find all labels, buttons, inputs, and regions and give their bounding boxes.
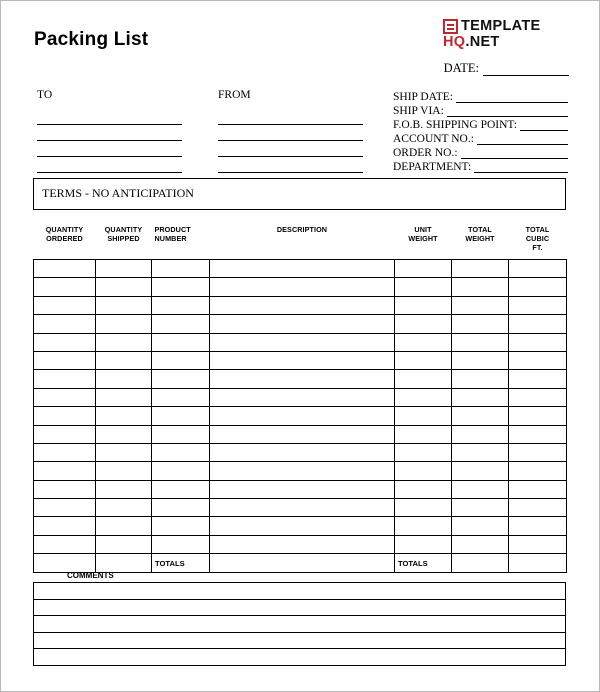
table-cell[interactable] xyxy=(152,499,210,517)
table-cell[interactable] xyxy=(34,443,96,461)
ship-via-row[interactable] xyxy=(393,103,568,117)
table-cell[interactable] xyxy=(452,443,509,461)
table-row xyxy=(34,499,567,517)
order-no-label: ORDER NO.: xyxy=(393,147,458,159)
table-cell[interactable] xyxy=(34,260,96,278)
department-row[interactable] xyxy=(393,159,568,173)
table-cell[interactable] xyxy=(152,480,210,498)
table-cell[interactable] xyxy=(452,333,509,351)
ship-via-input-rule[interactable] xyxy=(447,106,568,117)
table-cell[interactable] xyxy=(152,278,210,296)
comments-row xyxy=(34,649,566,666)
to-column xyxy=(37,89,182,176)
table-cell[interactable] xyxy=(395,443,452,461)
table-cell[interactable] xyxy=(96,351,152,369)
table-cell[interactable] xyxy=(210,535,395,553)
table-cell[interactable] xyxy=(96,443,152,461)
table-cell[interactable] xyxy=(509,425,567,443)
header-line: QUANTITY xyxy=(104,225,143,234)
header-line: UNIT xyxy=(414,225,432,234)
table-cell[interactable] xyxy=(452,462,509,480)
column-header-unit-weight xyxy=(395,225,452,260)
table-row xyxy=(34,535,567,553)
table-cell[interactable] xyxy=(152,296,210,314)
table-row xyxy=(34,425,567,443)
table-cell[interactable] xyxy=(509,499,567,517)
totals-cell-total-weight[interactable] xyxy=(452,554,509,573)
table-cell[interactable] xyxy=(452,517,509,535)
header-line: WEIGHT xyxy=(408,234,438,243)
table-row xyxy=(34,480,567,498)
order-no-row[interactable] xyxy=(393,145,568,159)
terms-text: TERMS - NO ANTICIPATION xyxy=(42,186,194,200)
table-cell[interactable] xyxy=(452,480,509,498)
table-row xyxy=(34,517,567,535)
table-cell[interactable] xyxy=(395,333,452,351)
table-cell[interactable] xyxy=(395,296,452,314)
table-cell[interactable] xyxy=(34,296,96,314)
table-cell[interactable] xyxy=(96,480,152,498)
table-cell[interactable] xyxy=(452,388,509,406)
from-line-3[interactable] xyxy=(218,144,363,157)
header-line: QUANTITY xyxy=(45,225,84,234)
comments-body xyxy=(34,583,566,666)
table-cell[interactable] xyxy=(96,425,152,443)
table-cell[interactable] xyxy=(210,517,395,535)
logo-text-hq: HQ xyxy=(443,34,466,50)
table-cell[interactable] xyxy=(96,499,152,517)
line-items-table xyxy=(33,225,566,573)
table-cell[interactable] xyxy=(210,296,395,314)
templatehq-logo xyxy=(443,19,569,55)
table-row xyxy=(34,388,567,406)
table-cell[interactable] xyxy=(452,278,509,296)
ship-date-row[interactable] xyxy=(393,89,568,103)
comments-row xyxy=(34,616,566,633)
column-header-total-weight xyxy=(452,225,509,260)
table-cell[interactable] xyxy=(395,462,452,480)
column-header-product-number xyxy=(152,225,210,260)
table-cell[interactable] xyxy=(210,388,395,406)
table-cell[interactable] xyxy=(96,535,152,553)
table-cell[interactable] xyxy=(152,425,210,443)
address-block xyxy=(1,89,600,171)
table-cell[interactable] xyxy=(34,407,96,425)
ship-info-column xyxy=(393,89,568,173)
table-cell[interactable] xyxy=(509,351,567,369)
fob-shipping-point-input-rule[interactable] xyxy=(520,120,568,131)
header-line: CUBIC xyxy=(525,234,550,243)
table-cell[interactable] xyxy=(96,315,152,333)
to-line-3[interactable] xyxy=(37,144,182,157)
table-cell[interactable] xyxy=(509,443,567,461)
table-cell[interactable] xyxy=(34,388,96,406)
table-cell[interactable] xyxy=(210,333,395,351)
document-lines-icon xyxy=(443,19,458,34)
table-cell[interactable] xyxy=(210,480,395,498)
from-column xyxy=(218,89,363,176)
date-label: DATE: xyxy=(443,61,479,75)
header-line: TOTAL xyxy=(468,225,492,234)
header-line: PRODUCT xyxy=(154,225,191,234)
department-label: DEPARTMENT: xyxy=(393,161,472,173)
table-cell[interactable] xyxy=(210,425,395,443)
comments-row xyxy=(34,583,566,600)
to-line-1[interactable] xyxy=(37,112,182,125)
table-cell[interactable] xyxy=(152,407,210,425)
table-cell[interactable] xyxy=(509,388,567,406)
table-cell[interactable] xyxy=(34,333,96,351)
table-row xyxy=(34,333,567,351)
table-cell[interactable] xyxy=(210,351,395,369)
table-cell[interactable] xyxy=(210,278,395,296)
table-cell[interactable] xyxy=(395,315,452,333)
table-cell[interactable] xyxy=(210,260,395,278)
from-line-4[interactable] xyxy=(218,160,363,173)
ship-via-label: SHIP VIA: xyxy=(393,105,444,117)
table-cell[interactable] xyxy=(509,407,567,425)
column-header-description xyxy=(210,225,395,260)
header-line: NUMBER xyxy=(154,234,187,243)
totals-cell-description[interactable] xyxy=(210,554,395,573)
order-no-input-rule[interactable] xyxy=(461,148,568,159)
table-cell[interactable] xyxy=(152,462,210,480)
table-row xyxy=(34,443,567,461)
table-cell[interactable] xyxy=(34,315,96,333)
table-row xyxy=(34,260,567,278)
fob-shipping-point-row[interactable] xyxy=(393,117,568,131)
table-cell[interactable] xyxy=(509,333,567,351)
table-cell[interactable] xyxy=(210,407,395,425)
table-cell[interactable] xyxy=(34,499,96,517)
table-cell[interactable] xyxy=(509,480,567,498)
comments-cell[interactable] xyxy=(34,649,566,666)
table-cell[interactable] xyxy=(509,462,567,480)
table-cell[interactable] xyxy=(452,370,509,388)
column-header-quantity-shipped xyxy=(96,225,152,260)
to-line-4[interactable] xyxy=(37,160,182,173)
table-cell[interactable] xyxy=(395,480,452,498)
table-cell[interactable] xyxy=(34,370,96,388)
table-cell[interactable] xyxy=(96,388,152,406)
table-cell[interactable] xyxy=(452,315,509,333)
totals-cell-quantity-shipped[interactable] xyxy=(96,554,152,573)
from-line-1[interactable] xyxy=(218,112,363,125)
document-header xyxy=(1,15,600,75)
table-cell[interactable] xyxy=(509,315,567,333)
column-header-quantity-ordered xyxy=(34,225,96,260)
table-cell[interactable] xyxy=(34,425,96,443)
comments-cell[interactable] xyxy=(34,583,566,600)
comments-row xyxy=(34,632,566,649)
to-label: TO xyxy=(37,89,53,101)
fob-shipping-point-label: F.O.B. SHIPPING POINT: xyxy=(393,119,518,131)
header-line: WEIGHT xyxy=(465,234,495,243)
table-row xyxy=(34,315,567,333)
ship-date-input-rule[interactable] xyxy=(456,92,568,103)
table-cell[interactable] xyxy=(96,407,152,425)
table-row xyxy=(34,278,567,296)
table-cell[interactable] xyxy=(210,370,395,388)
table-cell[interactable] xyxy=(395,388,452,406)
table-cell[interactable] xyxy=(152,443,210,461)
table-cell[interactable] xyxy=(34,535,96,553)
table-cell[interactable] xyxy=(152,260,210,278)
comments-row xyxy=(34,599,566,616)
logo-text-net: .NET xyxy=(465,34,500,50)
account-no-label: ACCOUNT NO.: xyxy=(393,133,474,145)
header-line: ORDERED xyxy=(46,234,83,243)
comments-label: COMMENTS xyxy=(67,571,114,580)
table-cell[interactable] xyxy=(395,517,452,535)
ship-date-label: SHIP DATE: xyxy=(393,91,453,103)
table-cell[interactable] xyxy=(34,351,96,369)
table-cell[interactable] xyxy=(152,333,210,351)
totals-cell-total-cubic-ft[interactable] xyxy=(509,554,567,573)
table-cell[interactable] xyxy=(509,260,567,278)
comments-box xyxy=(33,582,566,666)
terms-box xyxy=(33,178,566,210)
table-body xyxy=(34,260,567,554)
totals-cell-quantity-ordered[interactable] xyxy=(34,554,96,573)
table-header-row xyxy=(34,225,567,260)
table-cell[interactable] xyxy=(152,535,210,553)
column-header-total-cubic-ft xyxy=(509,225,567,260)
account-no-row[interactable] xyxy=(393,131,568,145)
department-input-rule[interactable] xyxy=(474,162,568,173)
comments-cell[interactable] xyxy=(34,616,566,633)
table-row xyxy=(34,370,567,388)
table-cell[interactable] xyxy=(96,260,152,278)
table-cell[interactable] xyxy=(452,535,509,553)
table-cell[interactable] xyxy=(395,407,452,425)
table-cell[interactable] xyxy=(452,296,509,314)
table-cell[interactable] xyxy=(152,370,210,388)
table-row xyxy=(34,351,567,369)
date-input-rule[interactable] xyxy=(483,64,569,76)
table-cell[interactable] xyxy=(395,260,452,278)
table-cell[interactable] xyxy=(34,517,96,535)
table-cell[interactable] xyxy=(452,425,509,443)
account-no-input-rule[interactable] xyxy=(477,134,568,145)
table-cell[interactable] xyxy=(452,260,509,278)
comments-cell[interactable] xyxy=(34,599,566,616)
table-cell[interactable] xyxy=(96,296,152,314)
table-cell[interactable] xyxy=(395,351,452,369)
table-cell[interactable] xyxy=(96,462,152,480)
date-field[interactable] xyxy=(444,61,569,76)
table-row xyxy=(34,407,567,425)
table-cell[interactable] xyxy=(96,370,152,388)
table-cell[interactable] xyxy=(96,517,152,535)
table-cell[interactable] xyxy=(96,333,152,351)
table-cell[interactable] xyxy=(509,296,567,314)
table-cell[interactable] xyxy=(509,370,567,388)
table-cell[interactable] xyxy=(210,499,395,517)
table-cell[interactable] xyxy=(152,388,210,406)
comments-cell[interactable] xyxy=(34,632,566,649)
table-cell[interactable] xyxy=(395,425,452,443)
from-line-2[interactable] xyxy=(218,128,363,141)
totals-label-left: TOTALS xyxy=(152,554,210,573)
table-cell[interactable] xyxy=(152,315,210,333)
logo-text-line1: TEMPLATE xyxy=(461,18,541,34)
page-title: Packing List xyxy=(34,29,149,50)
table-cell[interactable] xyxy=(34,278,96,296)
table-cell[interactable] xyxy=(509,278,567,296)
table-cell[interactable] xyxy=(452,351,509,369)
table-cell[interactable] xyxy=(452,407,509,425)
table-cell[interactable] xyxy=(34,462,96,480)
to-line-2[interactable] xyxy=(37,128,182,141)
table-cell[interactable] xyxy=(395,370,452,388)
totals-label-right: TOTALS xyxy=(395,554,452,573)
table-cell[interactable] xyxy=(210,315,395,333)
table-cell[interactable] xyxy=(509,535,567,553)
table-cell[interactable] xyxy=(395,499,452,517)
table-footer xyxy=(34,554,567,573)
table-cell[interactable] xyxy=(152,517,210,535)
table-cell[interactable] xyxy=(509,517,567,535)
header-line: SHIPPED xyxy=(107,234,140,243)
totals-row xyxy=(34,554,567,573)
table-cell[interactable] xyxy=(395,278,452,296)
from-label: FROM xyxy=(218,89,251,101)
table-row xyxy=(34,462,567,480)
table-row xyxy=(34,296,567,314)
header-line: TOTAL xyxy=(525,225,550,234)
table-cell[interactable] xyxy=(96,278,152,296)
header-line: FT. xyxy=(532,243,543,252)
header-line: DESCRIPTION xyxy=(276,225,328,234)
table-cell[interactable] xyxy=(395,535,452,553)
table-cell[interactable] xyxy=(210,443,395,461)
table-cell[interactable] xyxy=(452,499,509,517)
table-cell[interactable] xyxy=(152,351,210,369)
table-cell[interactable] xyxy=(34,480,96,498)
table-cell[interactable] xyxy=(210,462,395,480)
